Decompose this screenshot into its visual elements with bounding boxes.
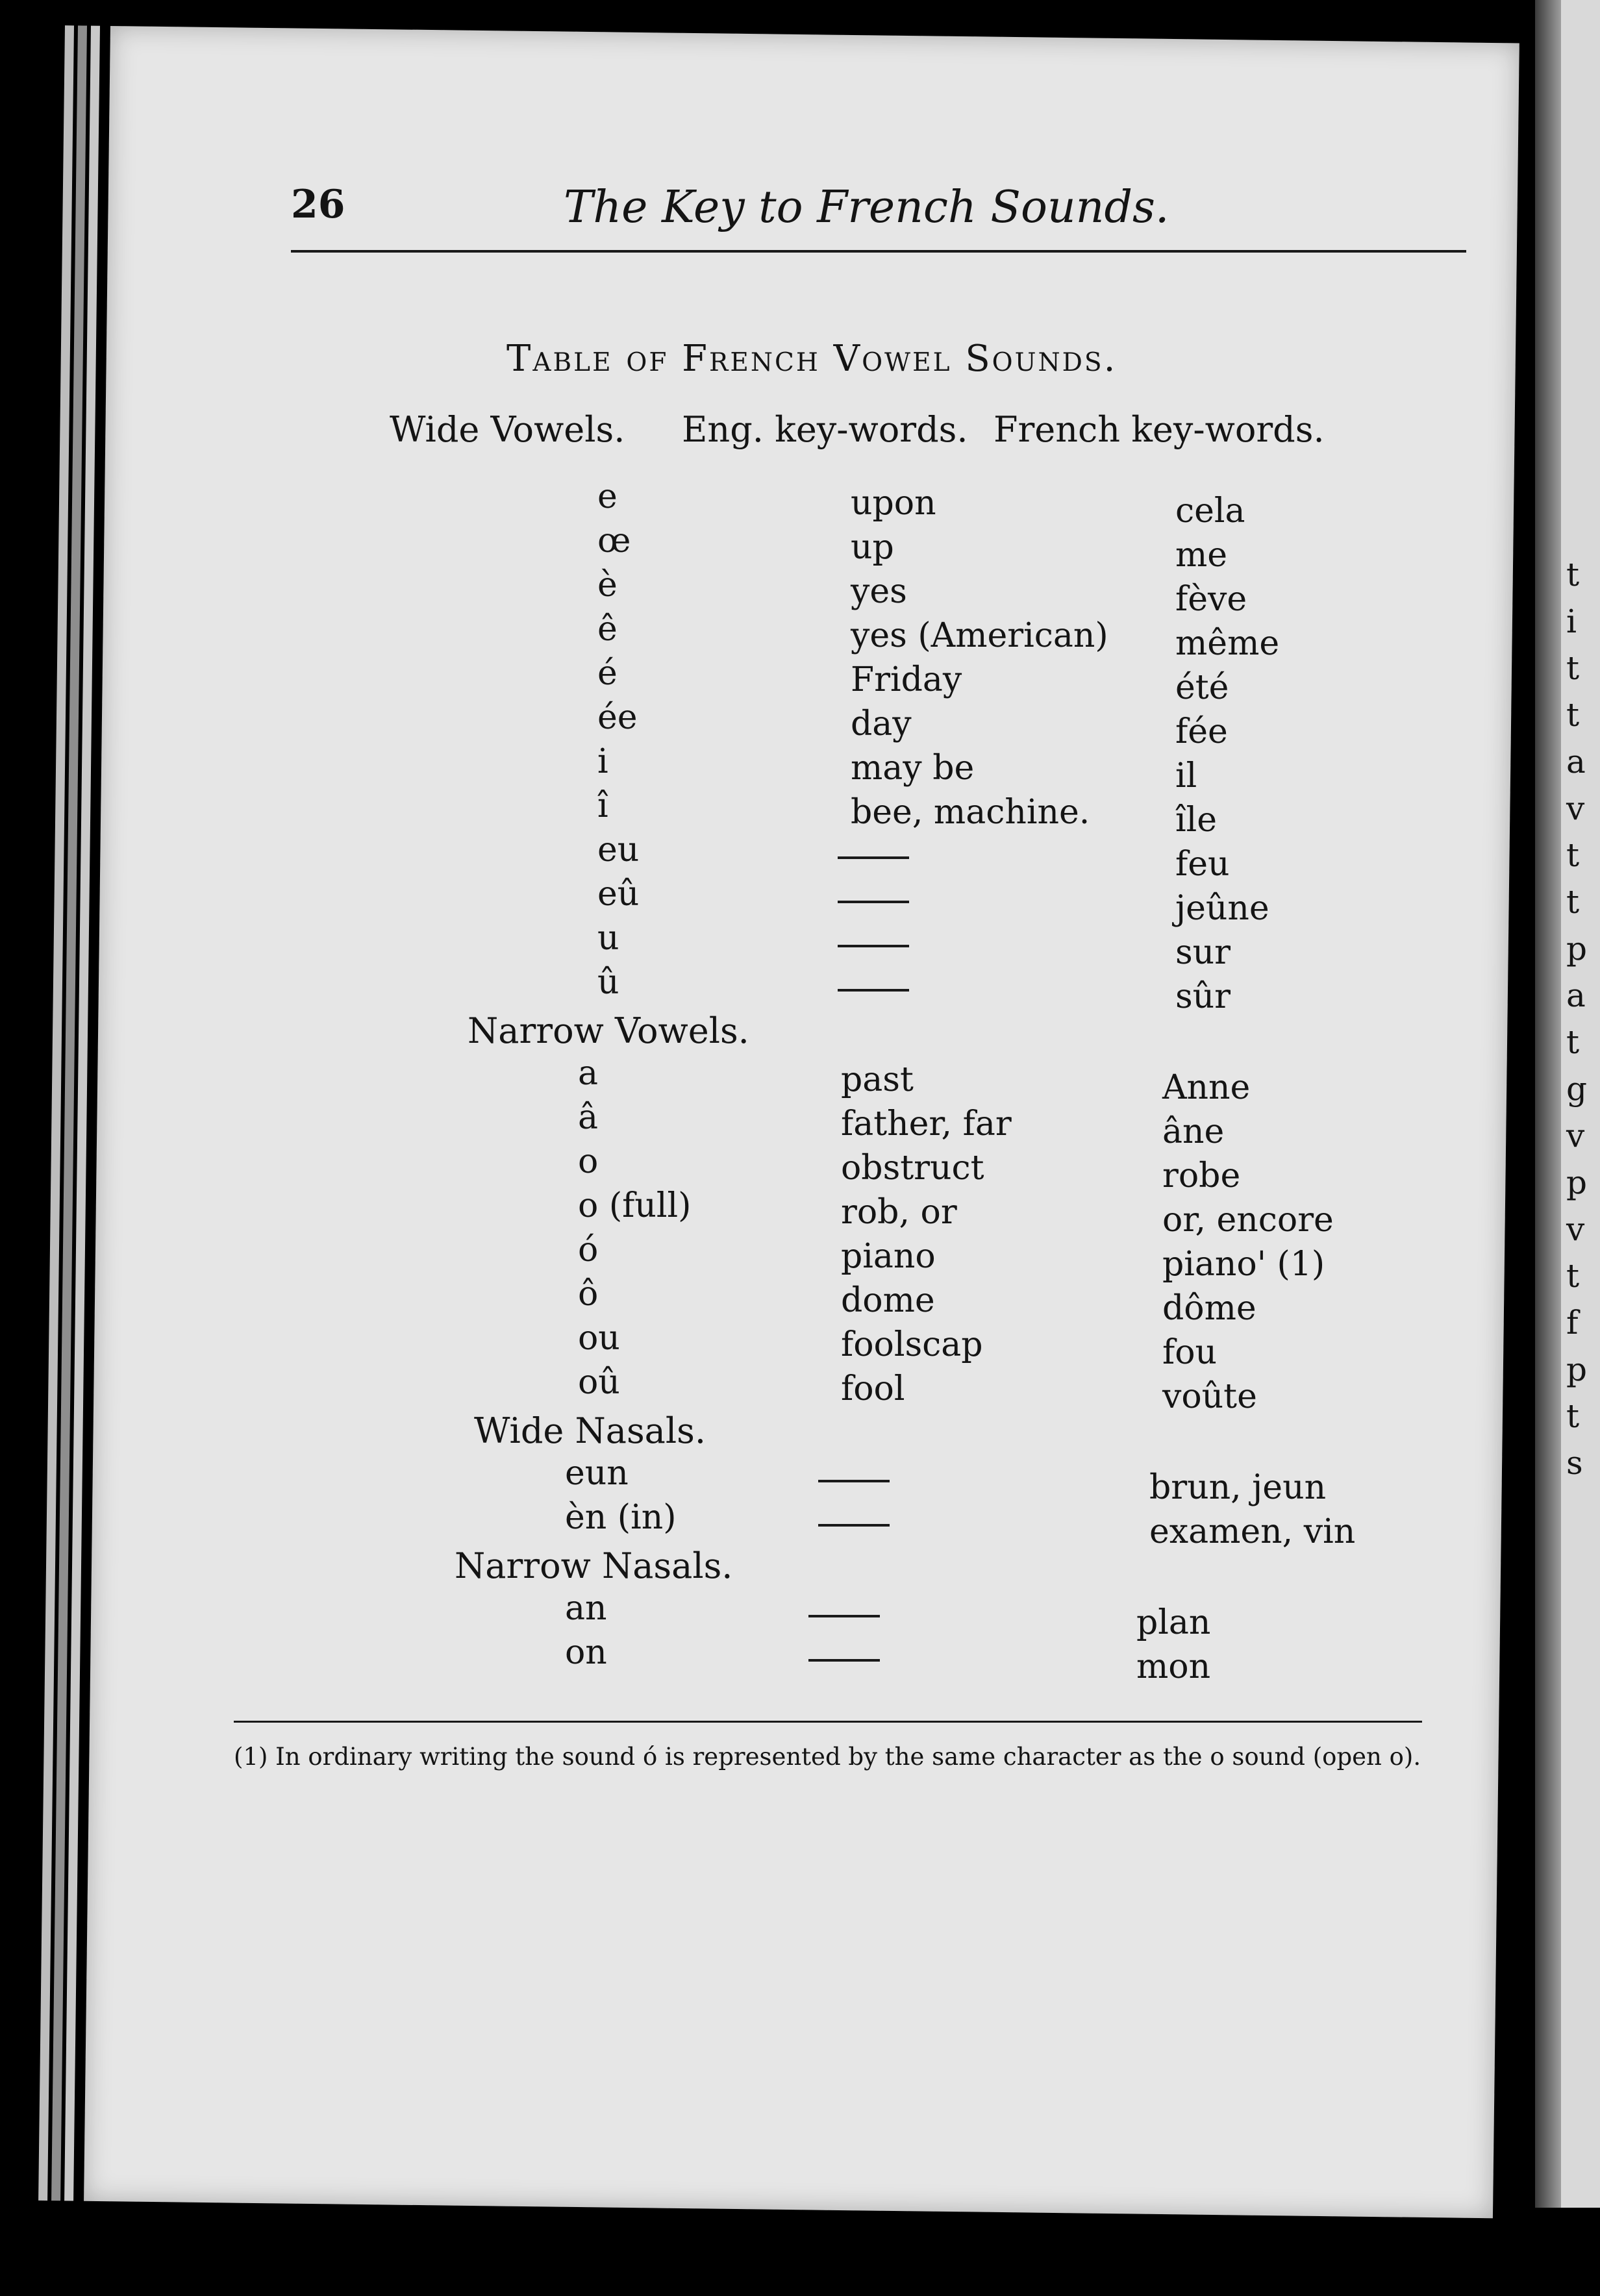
facing-page-fragment: p: [1566, 1164, 1588, 1201]
facing-page-fragment: v: [1566, 790, 1585, 827]
blank-dash: [808, 1659, 880, 1662]
vowel-cell: ó: [578, 1230, 599, 1269]
english-keyword-cell: fool: [841, 1369, 905, 1408]
vowel-cell: â: [578, 1098, 599, 1137]
french-keyword-cell: dôme: [1162, 1289, 1256, 1328]
facing-page-edge: [1535, 0, 1600, 2208]
vowel-cell: eu: [597, 830, 640, 869]
vowel-cell: ê: [597, 610, 618, 649]
section-label: Wide Nasals.: [474, 1410, 706, 1451]
french-keyword-cell: brun, jeun: [1149, 1468, 1327, 1507]
french-keyword-cell: il: [1175, 756, 1197, 795]
french-keyword-cell: me: [1175, 536, 1228, 575]
section-label: Narrow Nasals.: [455, 1545, 733, 1586]
french-keyword-cell: sûr: [1175, 977, 1231, 1016]
facing-page-fragment: p: [1566, 1351, 1588, 1388]
vowel-cell: o: [578, 1142, 599, 1181]
facing-page-fragment: g: [1566, 1070, 1588, 1108]
vowel-cell: û: [597, 963, 619, 1002]
facing-page-fragment: t: [1566, 836, 1580, 874]
vowel-cell: é: [597, 654, 618, 693]
vowel-cell: ou: [578, 1319, 620, 1358]
book-gutter: [1535, 0, 1561, 2208]
facing-page-fragment: t: [1566, 649, 1580, 687]
french-keyword-cell: feu: [1175, 845, 1230, 884]
french-keyword-cell: voûte: [1162, 1377, 1257, 1416]
english-keyword-cell: foolscap: [841, 1325, 983, 1364]
vowel-cell: u: [597, 919, 619, 958]
french-keyword-cell: piano' (1): [1162, 1245, 1325, 1284]
french-keyword-cell: île: [1175, 801, 1218, 840]
blank-dash: [818, 1524, 890, 1527]
english-keyword-cell: rob, or: [841, 1193, 957, 1232]
vowel-cell: î: [597, 786, 608, 825]
english-keyword-cell: dome: [841, 1281, 935, 1320]
facing-page-fragment: t: [1566, 1023, 1580, 1061]
page-number: 26: [291, 182, 345, 227]
english-keyword-cell: upon: [851, 484, 936, 523]
english-keyword-cell: bee, machine.: [851, 793, 1090, 832]
french-keyword-cell: même: [1175, 624, 1280, 663]
french-keyword-cell: fève: [1175, 580, 1247, 619]
vowel-cell: o (full): [578, 1186, 692, 1225]
blank-dash: [838, 856, 909, 859]
vowel-cell: eun: [565, 1454, 629, 1493]
header-rule: [291, 250, 1466, 253]
english-keyword-cell: Friday: [851, 660, 962, 699]
blank-dash: [808, 1615, 880, 1617]
page-header: [291, 162, 1466, 292]
english-keyword-cell: may be: [851, 749, 975, 788]
french-keyword-cell: or, encore: [1162, 1201, 1334, 1240]
facing-page-fragment: t: [1566, 556, 1580, 593]
facing-page-fragment: a: [1566, 743, 1586, 780]
blank-dash: [838, 989, 909, 992]
french-keyword-cell: Anne: [1162, 1068, 1251, 1107]
facing-page-fragment: s: [1566, 1444, 1583, 1482]
vowel-cell: oû: [578, 1363, 620, 1402]
english-keyword-cell: up: [851, 528, 894, 567]
facing-page-fragment: i: [1566, 603, 1577, 640]
column-header-english: Eng. key-words.: [682, 409, 968, 450]
facing-page-fragment: t: [1566, 1397, 1580, 1435]
vowel-cell: a: [578, 1054, 599, 1093]
vowel-cell: ô: [578, 1275, 599, 1314]
column-header-vowels: Wide Vowels.: [390, 409, 625, 450]
running-title: The Key to French Sounds.: [564, 182, 1169, 233]
vowel-cell: e: [597, 477, 618, 516]
french-keyword-cell: fée: [1175, 712, 1228, 751]
english-keyword-cell: day: [851, 705, 912, 743]
facing-page-fragment: a: [1566, 977, 1586, 1014]
facing-page-fragment: t: [1566, 1257, 1580, 1295]
english-keyword-cell: past: [841, 1060, 914, 1099]
vowel-cell: eû: [597, 875, 640, 914]
vowel-cell: i: [597, 742, 608, 781]
facing-page-fragment: v: [1566, 1210, 1585, 1248]
footnote-rule: [234, 1721, 1422, 1723]
section-label: Narrow Vowels.: [468, 1010, 749, 1051]
english-keyword-cell: piano: [841, 1237, 936, 1276]
french-keyword-cell: fou: [1162, 1333, 1218, 1372]
french-keyword-cell: été: [1175, 668, 1229, 707]
facing-page-fragment: p: [1566, 930, 1588, 967]
french-keyword-cell: plan: [1136, 1603, 1211, 1642]
vowel-cell: ée: [597, 698, 638, 737]
vowel-cell: an: [565, 1589, 607, 1628]
vowel-cell: è: [597, 566, 618, 605]
french-keyword-cell: cela: [1175, 492, 1245, 530]
footnote: (1) In ordinary writing the sound ó is represented by the same character as the o sound (open o).: [234, 1743, 1421, 1771]
facing-page-fragment: f: [1566, 1304, 1579, 1341]
blank-dash: [838, 945, 909, 947]
french-keyword-cell: sur: [1175, 933, 1231, 972]
blank-dash: [838, 901, 909, 903]
vowel-cell: œ: [597, 521, 631, 560]
french-keyword-cell: robe: [1162, 1156, 1241, 1195]
french-keyword-cell: mon: [1136, 1647, 1211, 1686]
english-keyword-cell: yes (American): [851, 616, 1108, 655]
french-keyword-cell: jeûne: [1175, 889, 1269, 928]
vowel-cell: èn (in): [565, 1498, 677, 1537]
facing-page-fragment: t: [1566, 883, 1580, 921]
facing-page-fragment: t: [1566, 696, 1580, 734]
table-title: Table of French Vowel Sounds.: [506, 338, 1118, 380]
english-keyword-cell: father, far: [841, 1104, 1012, 1143]
column-header-french: French key-words.: [994, 409, 1325, 450]
blank-dash: [818, 1480, 890, 1482]
french-keyword-cell: âne: [1162, 1112, 1225, 1151]
french-keyword-cell: examen, vin: [1149, 1512, 1356, 1551]
vowel-cell: on: [565, 1633, 607, 1672]
english-keyword-cell: obstruct: [841, 1149, 984, 1188]
facing-page-fragment: v: [1566, 1117, 1585, 1154]
english-keyword-cell: yes: [851, 572, 907, 611]
